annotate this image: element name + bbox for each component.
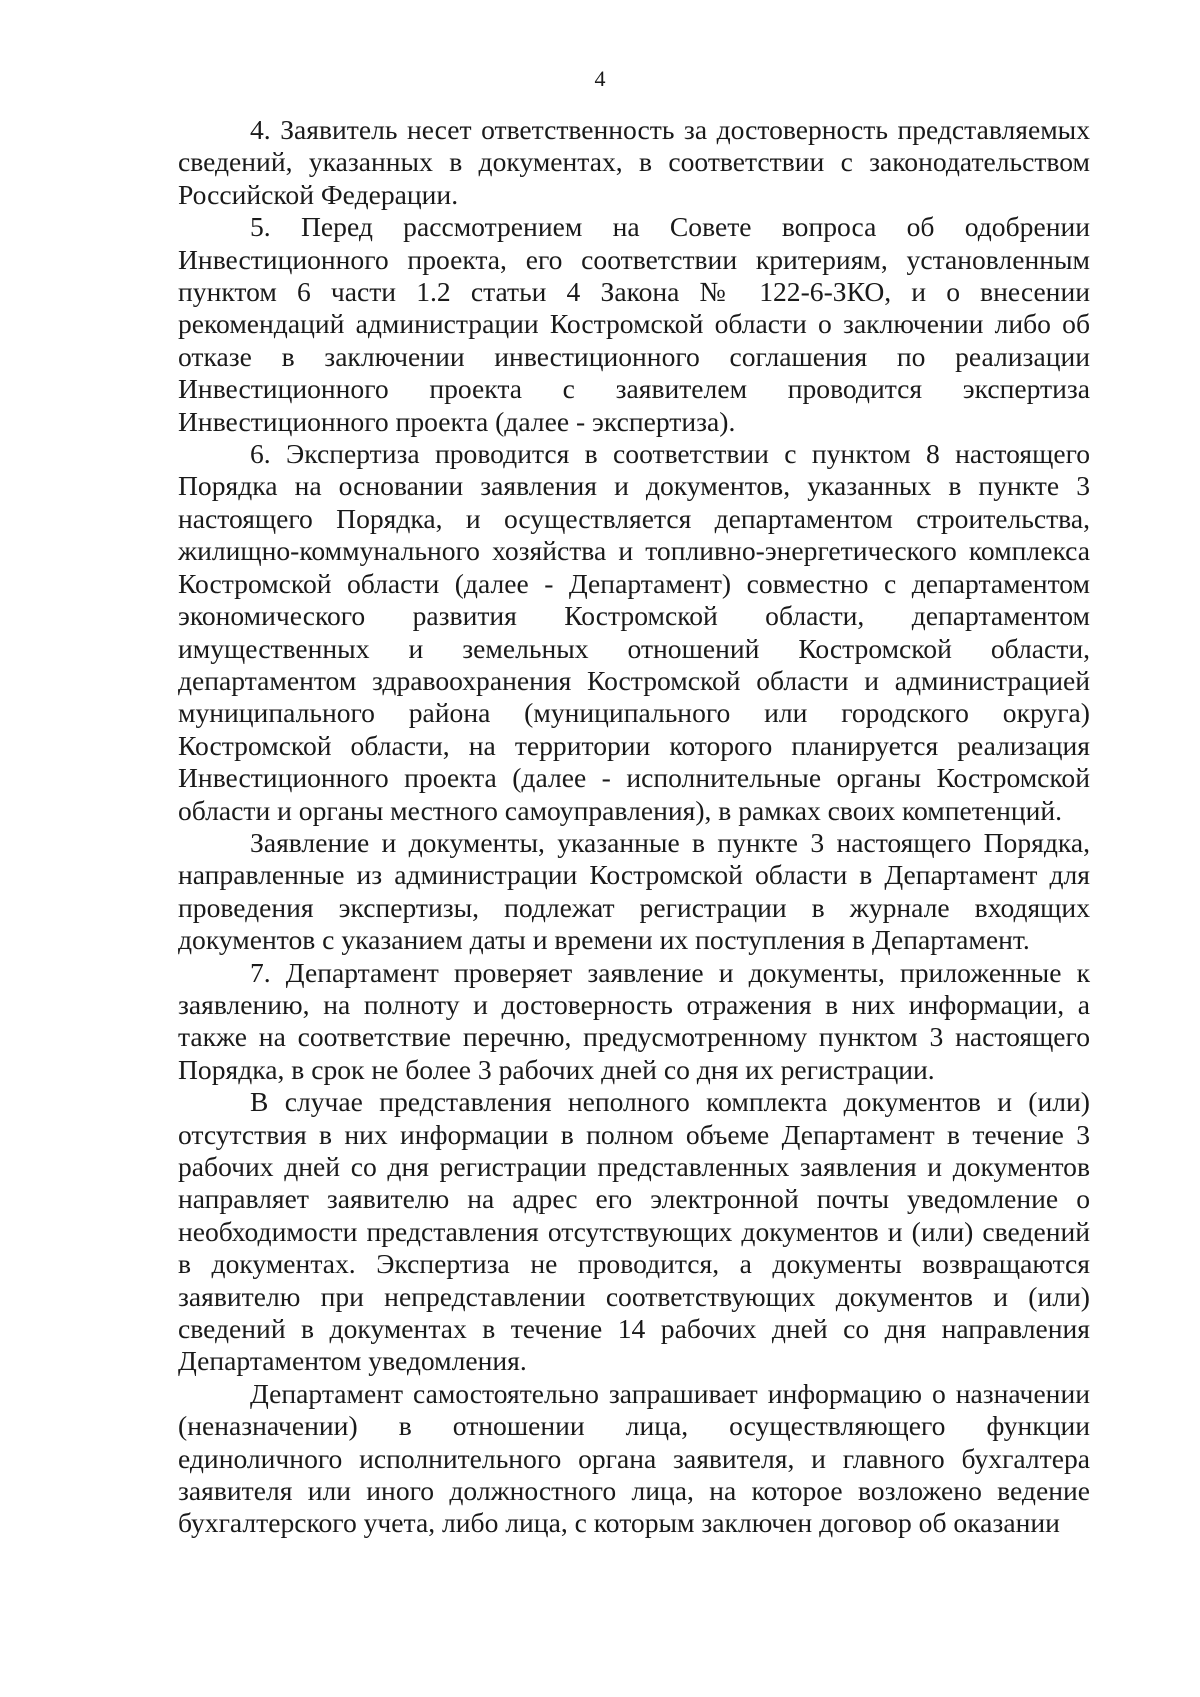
- document-body: [178, 114, 1090, 1540]
- paragraph-item-6: 6. Экспертиза проводится в соответствии с пунктом 8 настоящего Порядка на основании заявления и документов, указанных в пункте 3 настоящего Порядка, и осуществляется департаментом строительства, жилищно-коммунального хозяйства и топливно-энергетического комплекса Костромской области (далее - Департамент) совместно с департаментом экономического развития Костромской области, департаментом имущественных и земельных отношений Костромской области, департаментом здравоохранения Костромской области и администрацией муниципального района (муниципального или городского округа) Костромской области, на территории которого планируется реализация Инвестиционного проекта (далее - исполнительные органы Костромской области и органы местного самоуправления), в рамках своих компетенций.: [178, 438, 1090, 826]
- paragraph-item-7: 7. Департамент проверяет заявление и документы, приложенные к заявлению, на полноту и достоверность отражения в них информации, а также на соответствие перечню, предусмотренному пунктом 3 настоящего Порядка, в срок не более 3 рабочих дней со дня их регистрации.: [178, 956, 1090, 1085]
- paragraph-item-5: 5. Перед рассмотрением на Совете вопроса об одобрении Инвестиционного проекта, его соответствии критериям, установленным пунктом 6 части 1.2 статьи 4 Закона № 122-6-ЗКО, и о внесении рекомендаций администрации Костромской области о заключении либо об отказе в заключении инвестиционного соглашения по реализации Инвестиционного проекта с заявителем проводится экспертиза Инвестиционного проекта (далее - экспертиза).: [178, 211, 1090, 437]
- paragraph-registration: Заявление и документы, указанные в пункте 3 настоящего Порядка, направленные из администрации Костромской области в Департамент для проведения экспертизы, подлежат регистрации в журнале входящих документов с указанием даты и времени их поступления в Департамент.: [178, 826, 1090, 956]
- page-number: 4: [594, 66, 606, 91]
- paragraph-incomplete-documents: В случае представления неполного комплекта документов и (или) отсутствия в них информации в полном объеме Департамент в течение 3 рабочих дней со дня регистрации представленных заявления и документов направляет заявителю на адрес его электронной почты уведомление о необходимости представления отсутствующих документов и (или) сведений в документах. Экспертиза не проводится, а документы возвращаются заявителю при непредставлении соответствующих документов и (или) сведений в документах в течение 14 рабочих дней со дня направления Департаментом уведомления.: [178, 1086, 1090, 1377]
- paragraph-item-4: 4. Заявитель несет ответственность за достоверность представляемых сведений, указанных в документах, в соответствии с законодательством Российской Федерации.: [178, 114, 1090, 210]
- paragraph-department-request: Департамент самостоятельно запрашивает информацию о назначении (неназначении) в отношении лица, осуществляющего функции единоличного исполнительного органа заявителя, и главного бухгалтера заявителя или иного должностного лица, на которое возложено ведение бухгалтерского учета, либо лица, с которым заключен договор об оказании: [178, 1377, 1090, 1539]
